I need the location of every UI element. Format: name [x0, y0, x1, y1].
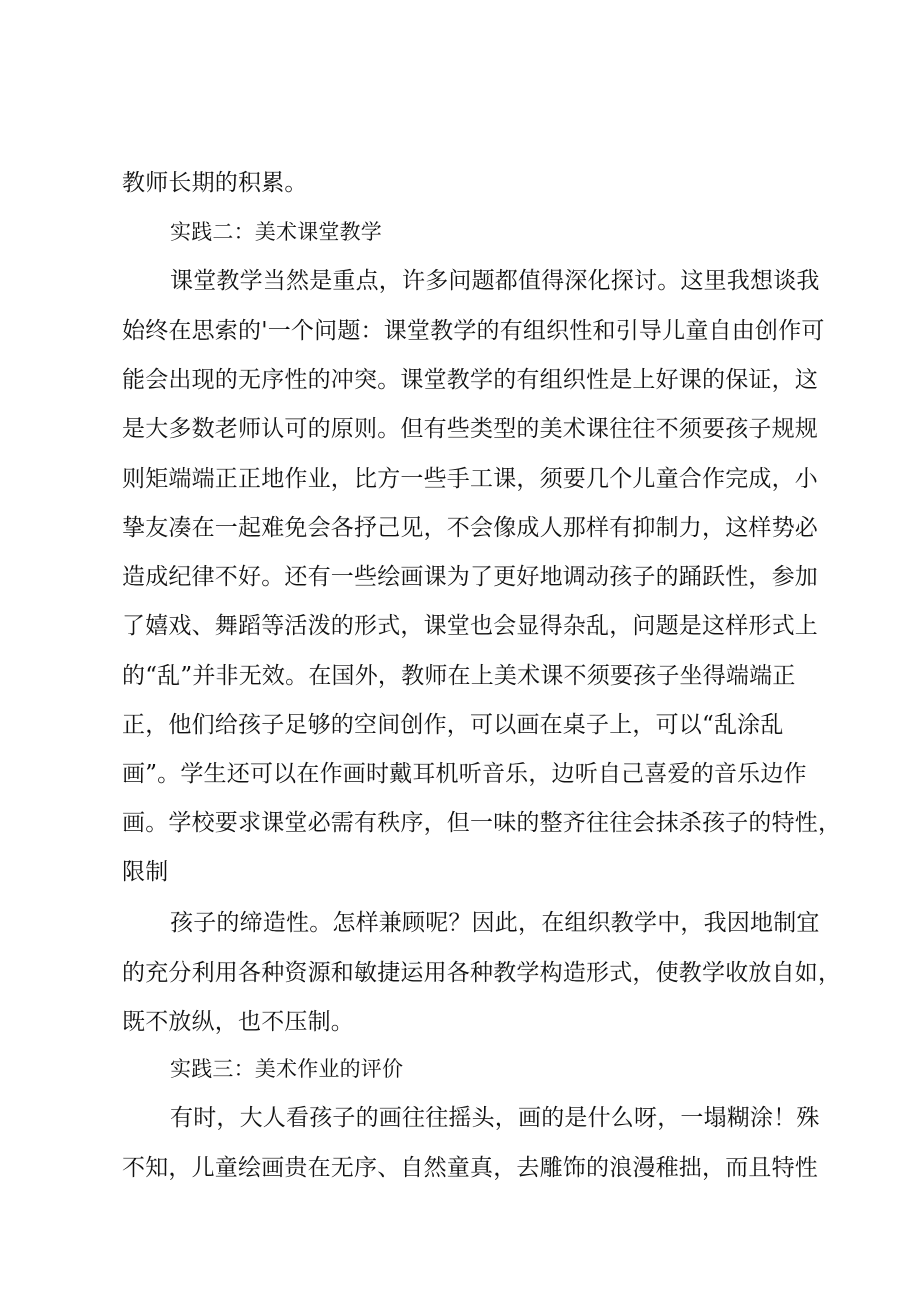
paragraph-line: 不知，儿童绘画贵在无序、自然童真，去雕饰的浪漫稚拙，而且特性 — [122, 1155, 818, 1181]
paragraph-line: 能会出现的无序性的冲突。课堂教学的有组织性是上好课的保证，这 — [122, 367, 818, 393]
paragraph-line: 既不放纵，也不压制。 — [122, 1009, 354, 1035]
paragraph-line: 限制 — [122, 859, 169, 885]
paragraph-line: 造成纪律不好。还有一些绘画课为了更好地调动孩子的踊跃性，参加 — [122, 564, 818, 590]
paragraph-line: 挚友凑在一起难免会各抒己见，不会像成人那样有抑制力，这样势必 — [122, 515, 818, 541]
paragraph-line: 了嬉戏、舞蹈等活泼的形式，课堂也会显得杂乱，问题是这样形式上 — [122, 613, 818, 639]
paragraph-line: 孩子的缔造性。怎样兼顾呢？因此，在组织教学中，我因地制宜 — [170, 910, 820, 936]
paragraph-line: 有时，大人看孩子的画往往摇头，画的是什么呀，一塌糊涂！殊 — [170, 1105, 820, 1131]
section-heading-practice-two: 实践二：美术课堂教学 — [170, 220, 382, 244]
section-heading-practice-three: 实践三：美术作业的评价 — [170, 1057, 404, 1081]
paragraph-line: 课堂教学当然是重点，许多问题都值得深化探讨。这里我想谈我 — [170, 268, 820, 294]
paragraph-line: 画”。学生还可以在作画时戴耳机听音乐，边听自己喜爱的音乐边作 — [122, 761, 807, 787]
paragraph-line: 则矩端端正正地作业，比方一些手工课，须要几个儿童合作完成，小 — [122, 466, 818, 492]
paragraph-line: 的充分利用各种资源和敏捷运用各种教学构造形式，使教学收放自如， — [122, 960, 842, 986]
paragraph-line: 的“乱”并非无效。在国外，教师在上美术课不须要孩子坐得端端正 — [122, 663, 796, 689]
paragraph-line: 是大多数老师认可的原则。但有些类型的美术课往往不须要孩子规规 — [122, 416, 818, 442]
paragraph-line: 始终在思索的'一个问题：课堂教学的有组织性和引导儿童自由创作可 — [122, 318, 825, 344]
paragraph-line: 正，他们给孩子足够的空间创作，可以画在桌子上，可以“乱涂乱 — [122, 712, 784, 738]
paragraph-line: 画。学校要求课堂必需有秩序，但一味的整齐往往会抹杀孩子的特性， — [122, 810, 842, 836]
paragraph-line: 教师长期的积累。 — [122, 170, 308, 196]
